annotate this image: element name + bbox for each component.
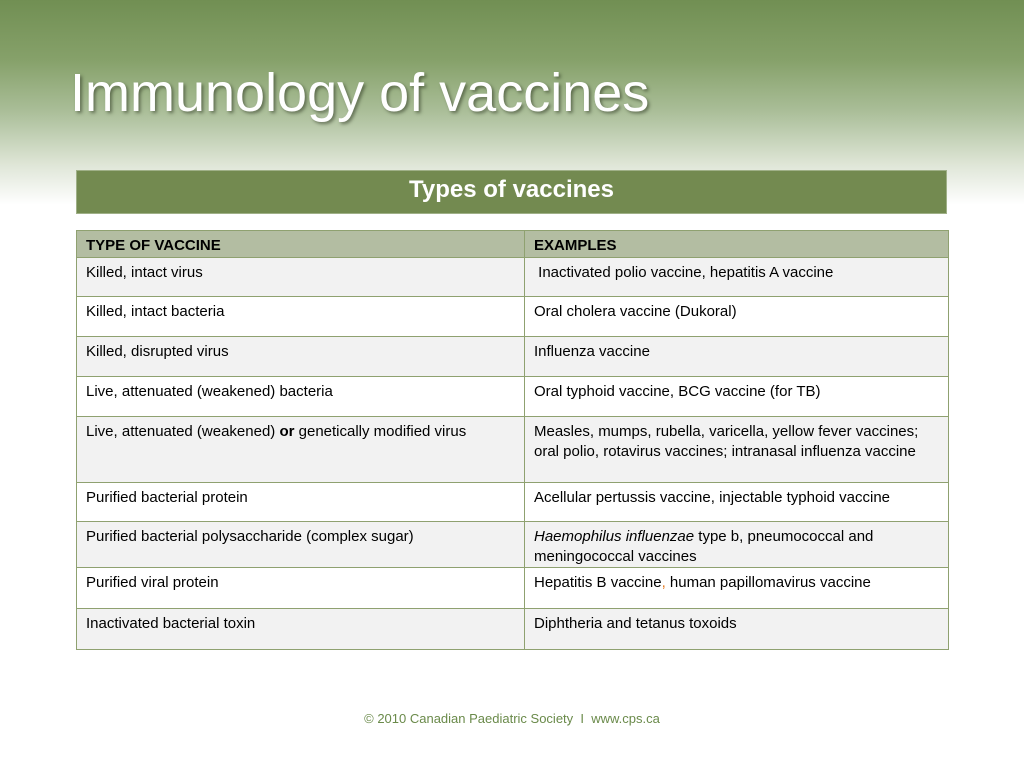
slide-title: Immunology of vaccines — [70, 63, 650, 123]
examples-cell: Influenza vaccine — [525, 337, 949, 377]
examples-cell: Measles, mumps, rubella, varicella, yellow fever vaccines; oral polio, rotavirus vaccines; intranasal influenza vaccine — [525, 417, 949, 483]
vaccine-types-table — [76, 230, 949, 650]
examples-cell: Oral typhoid vaccine, BCG vaccine (for TB) — [525, 377, 949, 417]
vaccine-type-cell: Killed, disrupted virus — [77, 337, 525, 377]
examples-italic-name: Haemophilus influenzae — [534, 528, 695, 545]
table-row — [77, 297, 949, 337]
vaccine-type-cell: Purified viral protein — [77, 568, 525, 609]
table-row — [77, 377, 949, 417]
examples-text: type b, pneumococcal and meningococcal vaccines — [534, 528, 878, 565]
table-row — [77, 483, 949, 522]
examples-cell: Oral cholera vaccine (Dukoral) — [525, 297, 949, 337]
vaccine-type-cell: Purified bacterial polysaccharide (complex sugar) — [77, 522, 525, 568]
orange-comma: , — [661, 574, 666, 591]
examples-cell: Acellular pertussis vaccine, injectable typhoid vaccine — [525, 483, 949, 522]
vaccine-type-text: Live, attenuated (weakened) — [86, 423, 280, 440]
vaccine-type-cell: Live, attenuated (weakened) bacteria — [77, 377, 525, 417]
table-row — [77, 568, 949, 609]
examples-text: Hepatitis B vaccine — [534, 574, 662, 591]
or-emphasis: or — [279, 423, 295, 440]
table-banner — [76, 170, 947, 214]
vaccine-type-cell: Purified bacterial protein — [77, 483, 525, 522]
vaccine-type-cell: Inactivated bacterial toxin — [77, 609, 525, 650]
column-header-type: TYPE OF VACCINE — [77, 231, 525, 258]
vaccine-type-cell: Killed, intact virus — [77, 258, 525, 297]
examples-cell — [525, 568, 949, 609]
table-row — [77, 609, 949, 650]
footer-copyright: © 2010 Canadian Paediatric Society I www.cps.ca — [364, 711, 660, 726]
table-row — [77, 337, 949, 377]
banner-title: Types of vaccines — [409, 176, 614, 203]
vaccine-type-text: genetically modified virus — [294, 423, 467, 440]
examples-cell — [525, 522, 949, 568]
column-header-examples: EXAMPLES — [525, 231, 949, 258]
examples-cell: Diphtheria and tetanus toxoids — [525, 609, 949, 650]
examples-text: human papillomavirus vaccine — [665, 574, 871, 591]
examples-cell: Inactivated polio vaccine, hepatitis A vaccine — [525, 258, 949, 297]
table-row — [77, 522, 949, 568]
table-header-row — [77, 231, 949, 258]
table-row — [77, 417, 949, 483]
table-row — [77, 258, 949, 297]
vaccine-type-cell: Killed, intact bacteria — [77, 297, 525, 337]
vaccine-type-cell — [77, 417, 525, 483]
